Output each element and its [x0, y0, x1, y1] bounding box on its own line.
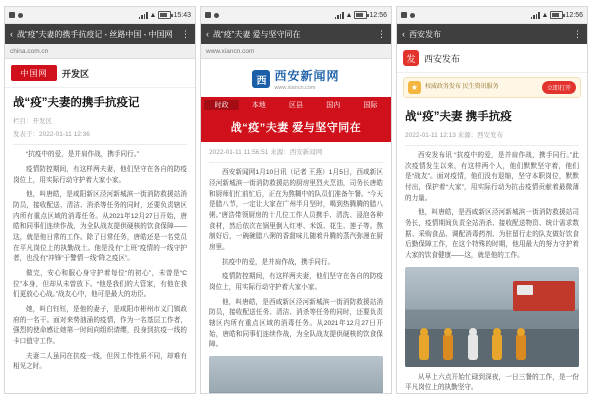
phone-screen-3 [396, 6, 588, 394]
signal-bars-icon [139, 12, 148, 19]
dot-icon [410, 13, 415, 18]
xian-release-name: 西安发布 [424, 53, 461, 64]
browser-title-2: 战“疫”夫妻 爱与坚守同在 [213, 29, 301, 39]
battery-icon [550, 11, 563, 19]
photo-figure [492, 334, 502, 360]
status-bar-1 [5, 7, 195, 24]
xian-release-badge: 发 [403, 50, 419, 66]
article-paragraph: 疫情防控期间，有这样两夫妻，他们坚守在各自的防疫岗位上，用实际行动守护着大家小家。 [209, 273, 383, 292]
signal-bars-icon [335, 12, 344, 19]
nav-item-guoji[interactable]: 国际 [363, 101, 378, 109]
page-title-3: 战“疫”夫妻 携手抗疫 [405, 111, 512, 123]
site-header-3 [397, 44, 587, 73]
article-meta-date-1: 发表于：2022-01-11 12:36 [13, 130, 90, 138]
open-app-button[interactable]: 立即打开 [542, 81, 576, 94]
back-arrow-icon[interactable]: ‹ [10, 29, 13, 39]
article-paragraph: 从早上六点开始忙碌到深夜，一日三餐的工作，是一份平凡岗位上的执勤坚守。 [405, 373, 579, 392]
nav-item-quxian[interactable]: 区县 [289, 101, 303, 109]
browser-title-1: 战“疫”夫妻的携手抗疫记 - 丝路中国 - 中国网 [17, 29, 173, 39]
article-paragraph: 他，叫唐皓，是西咸新区泾河新城滨一街消防救援站司务长，疫情期间负责全站消杀、接收配送物资、统计需求数据、采购食品、调配消毒药剂、为驻留行走的队友做好饮食后勤保障工作，在这个特殊的时期，他用最大的努力守护着大家的饮食健康——这，就是他的工作。 [405, 209, 579, 259]
more-menu-icon[interactable]: ⋮ [181, 28, 190, 39]
back-arrow-icon[interactable]: ‹ [402, 29, 405, 39]
article-body-3[interactable] [397, 102, 587, 393]
photo-figure [516, 334, 526, 360]
photo-figure [443, 334, 453, 360]
app-icon [9, 12, 15, 18]
xian-news-logo[interactable]: 西 [252, 70, 270, 88]
divider [13, 144, 187, 145]
article-meta-column-1: 栏目：开发区 [13, 117, 52, 125]
article-paragraph: 他，叫唐皓，是西咸新区泾河新城滨一街消防救援站消防员，接收配送任务、清洁、消杀等任务的同时，还要负责辖区内所有重点区域的消毒任务。从2021年12月27日开始，唐皓和同事们连续作战，为全队战友提供硬核的饮食保障。 [209, 298, 383, 349]
battery-icon [354, 11, 367, 19]
url-bar-1[interactable] [5, 44, 195, 59]
app-icon [205, 12, 211, 18]
photo-figure [468, 334, 478, 360]
signal-bars-icon [531, 12, 540, 19]
article-paragraph: 他，叫唐皓，是咸阳新区泾河新城滨一街消防救援站消防员，接收配送、清洁、消杀等任务的同时，还要负责辖区内所有重点区域的消毒任务。从2021年12月27日开始，唐皓和同事们连续作战，为全队战友提供硬核的饮食保障——这，就是他日常的工作。除了日常任务，唐皓还是一名党员在平凡岗位上的执勤战士。他是没有“上班”疫情的一线守护者，也没有“冲锋”于警情一线“降之疫区”。 [13, 191, 187, 263]
browser-title-bar-1[interactable] [5, 24, 195, 44]
star-icon: ★ [408, 81, 421, 94]
article-paragraph: 夫妻二人虽同在抗疫一线，但因工作性质不同，却难有相见之时。 [13, 352, 187, 371]
article-meta-2: 2022-01-11 11:56:51 来源：西安新闻网 [209, 149, 323, 156]
xian-news-url: www.xiancn.com [274, 85, 316, 91]
status-bar-3 [397, 7, 587, 24]
china-net-logo[interactable]: 中国网 [11, 65, 57, 81]
dot-icon [214, 13, 219, 18]
battery-icon [158, 11, 171, 19]
rescue-team-photo [405, 267, 579, 367]
article-banner-title-2: 战“疫”夫妻 爱与坚守同在 [201, 112, 391, 142]
site-header-1 [5, 59, 195, 88]
photo-fire-truck [513, 281, 575, 311]
article-paragraph: 西安新闻网1月10日讯（记者 王燕）1月5日，西咸新区泾河新城滨一街消防救援站的厨房里烈火烹油，司务长唐皓和厨师们忙前忙后，正在为熬糊中的队员们准备午餐。“今天是腊八节，一定让大家在广州半月坚时，喝到热腾腾的腊八粥。”唐浩带领厨房的十几位工作人员携手、清洗、浸泡各种食材，然后依次在锅里倒入红枣、米饭、花生、莲子等。熬制好后，一碗碗腊八粥的香甜味儿随着升腾的蒸汽弥漫在厨房里。 [209, 169, 383, 252]
phone-screen-2 [200, 6, 392, 394]
url-text-1: china.com.cn [10, 47, 49, 55]
divider [209, 162, 383, 163]
app-icon [401, 12, 407, 18]
site-header-2 [201, 59, 391, 97]
divider [405, 145, 579, 146]
wifi-icon: ▲ [345, 11, 353, 19]
url-text-2: www.xiancn.com [206, 47, 255, 55]
url-bar-2[interactable] [201, 44, 391, 59]
article-paragraph: 抗疫中的爱，是并肩作战，携手同行。 [222, 258, 335, 266]
article-body-1[interactable] [5, 88, 195, 393]
article-meta-3: 2022-01-11 12:13 来源：西安发布 [405, 131, 504, 139]
article-paragraph: 她，叫白钰钰，是他的妻子，是咸阳市彬州市义门镇政府的一名干。面对来势汹涌的疫情，作为一名基层工作者，强烈的使命感让她第一时间向组织请缨，投身到抗疫一线的卡口值守工作。 [13, 306, 187, 346]
app-promo-banner[interactable] [403, 77, 581, 98]
browser-title-bar-3[interactable] [397, 24, 587, 44]
firefighters-photo [209, 356, 383, 393]
status-bar-2 [201, 7, 391, 24]
article-paragraph: 做完，安心和服心身守护着每位“的初心”，未曾是“C位”本身，但却从未曾放下。“他是我们的大管家，有他在我们更放心心战。”战友心中，他可是最大的功臣。 [13, 270, 187, 299]
photo-figure [419, 334, 429, 360]
status-time-3: 12:56 [565, 11, 583, 19]
nav-item-bendi[interactable]: 本地 [251, 101, 266, 109]
xian-news-brand: 西安新闻网 [274, 69, 340, 83]
wifi-icon: ▲ [541, 11, 549, 19]
status-time-2: 12:56 [369, 11, 387, 19]
article-paragraph: 西安发布讯 “抗疫中的爱，是并肩作战，携手同行。”此次疫情发生以来，有这样两个人，他们默默坚守着，他们是“战友”。面对疫情，他们没有退缩，坚守本职岗位，默默付出，保护着“大家”，用实际行动为抗击疫情贡献着最微薄的力量。 [405, 151, 579, 202]
article-paragraph: 疫情防控期间，有这样两夫妻，他们坚守在各自的防疫岗位上，用实际行动守护着大家小家。 [13, 165, 187, 184]
browser-title-bar-2[interactable] [201, 24, 391, 44]
back-arrow-icon[interactable]: ‹ [206, 29, 209, 39]
site-nav-label[interactable]: 开发区 [62, 68, 90, 79]
status-time-1: 15:43 [173, 11, 191, 19]
site-nav-2[interactable] [201, 97, 391, 112]
article-body-2[interactable] [201, 142, 391, 393]
more-menu-icon[interactable]: ⋮ [573, 28, 582, 39]
page-title-1: 战“疫”夫妻的携手抗疫记 [13, 97, 140, 109]
article-paragraph: “抗疫中的爱，是并肩作战，携手同行。” [26, 151, 140, 159]
wifi-icon: ▲ [149, 11, 157, 19]
phone-screen-1 [4, 6, 196, 394]
nav-item-shizheng[interactable]: 时政 [204, 100, 239, 110]
nav-item-guonei[interactable]: 国内 [326, 101, 341, 109]
dot-icon [18, 13, 23, 18]
app-promo-text: 权威政务发布 民生资讯服务 [425, 83, 499, 90]
browser-title-3: 西安发布 [409, 29, 441, 39]
more-menu-icon[interactable]: ⋮ [377, 28, 386, 39]
